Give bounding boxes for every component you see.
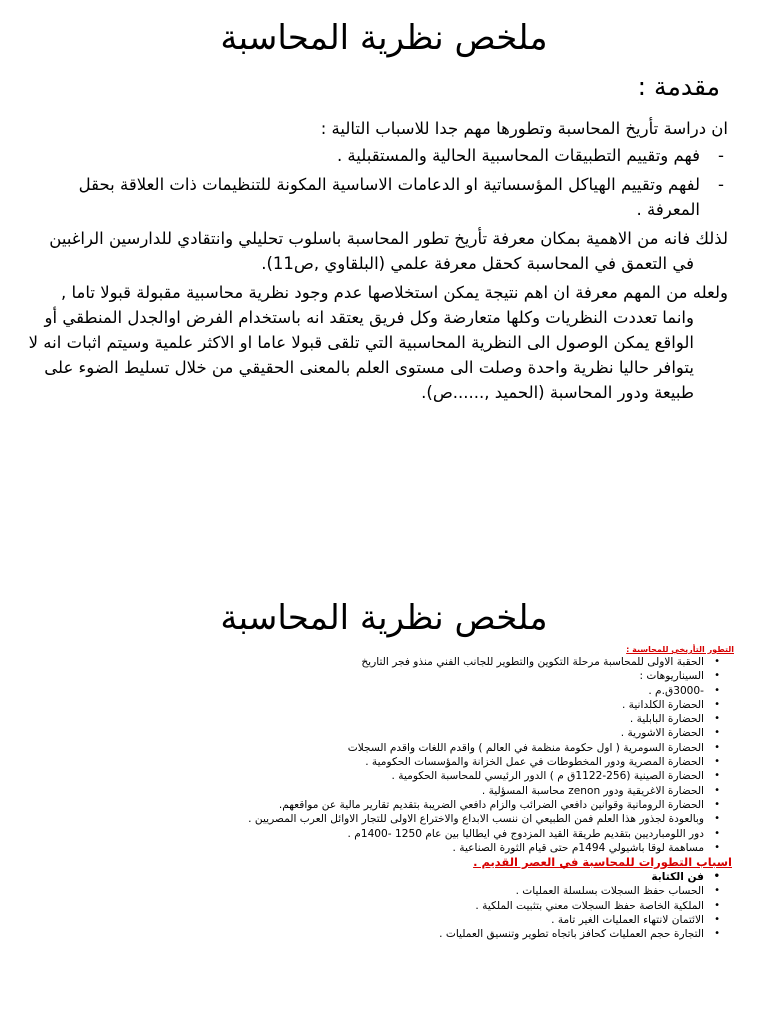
history-heading: التطور التأريخي للمحاسبة :: [626, 645, 734, 654]
list-item: [28, 143, 728, 168]
list-item: [150, 712, 722, 726]
bullet-icon: •: [714, 713, 720, 725]
bullet-icon: •: [714, 827, 720, 839]
list-item-text: دور اللومبارديين بتقديم طريقة القيد المزدوج في ايطاليا بين عام 1250 -1400م .: [347, 827, 704, 840]
list-item: [150, 655, 722, 669]
ancient-causes-heading: اسباب التطورات للمحاسبة في العصر القديم .: [473, 855, 732, 870]
dash-marker: -: [718, 175, 724, 194]
list-item: [150, 755, 722, 769]
list-item: [150, 684, 722, 698]
list-item-text: -3000ق.م .: [648, 684, 704, 697]
list-item: [150, 741, 722, 755]
list-item: [150, 913, 722, 927]
list-item: [28, 172, 728, 222]
paragraph: ولعله من المهم معرفة ان اهم نتيجة يمكن استخلاصها عدم وجود نظرية محاسبية مقبولة قبولا تاما , وانما تعددت النظريات وكلها متعارضة وكل فريق يعتقد انه باستخدام الفرض اوالجدل المنطقي أو الواقع يمكن الوصول الى النظرية المحاسبية التي تلقى قبولا عاما او الاكثر علمية وسيتم اثبات انه لا يتوافر حاليا نظرية واحدة وصلت الى مستوى العلم بالمعنى الحقيقي من خلال تسليط الضوء على طبيعة ودور المحاسبة (الحميد ,......ص).: [28, 283, 728, 402]
bullet-icon: •: [714, 741, 720, 753]
list-item-text: لفهم وتقييم الهياكل المؤسساتية او الدعامات الاساسية المكونة للتنظيمات ذات العلاقة بحقل المعرفة .: [78, 175, 700, 219]
list-item-text: مساهمة لوقا باشيولي 1494م حتى قيام الثورة الصناعية .: [452, 841, 704, 854]
list-item: [150, 899, 722, 913]
list-item: [150, 784, 722, 798]
slide-1-body: [28, 116, 728, 409]
list-item: [150, 769, 722, 783]
list-item-text: الحساب حفظ السجلات بسلسلة العمليات .: [515, 885, 704, 898]
bullet-icon: •: [714, 698, 720, 710]
bullet-icon: •: [713, 871, 720, 883]
list-item-text: الحضارة الاشورية .: [620, 727, 704, 740]
list-item-text: الحضارة الاغريقية ودور zenon محاسبة المسؤلية .: [481, 784, 704, 797]
history-list: [150, 655, 722, 855]
dash-marker: -: [718, 146, 724, 165]
slide-1-title: ملخص نظرية المحاسبة: [220, 18, 548, 58]
ancient-causes-list: [150, 870, 722, 941]
list-item-text: السيناريوهات :: [639, 670, 704, 683]
bullet-icon: •: [714, 784, 720, 796]
bullet-icon: •: [714, 798, 720, 810]
bullet-icon: •: [714, 899, 720, 911]
bullet-icon: •: [714, 928, 720, 940]
paragraph: لذلك فانه من الاهمية بمكان معرفة تأريخ تطور المحاسبة باسلوب تحليلي وانتقادي للدارسين الراغبين في التعمق في المحاسبة كحقل معرفة علمي (البلقاوي ,ص11).: [49, 229, 728, 273]
list-item-text: الحضارة الرومانية وقوانين دافعي الضرائب والزام دافعي الضريبة بتقديم تقارير مالية عن مواقعهم.: [278, 798, 704, 811]
list-item-text: الحضارة الكلدانية .: [621, 698, 704, 711]
bullet-icon: •: [714, 770, 720, 782]
intro-heading: مقدمة :: [637, 72, 720, 101]
intro-line: ان دراسة تأريخ المحاسبة وتطورها مهم جدا للاسباب التالية :: [320, 119, 728, 138]
list-item: [150, 870, 722, 884]
list-item: [150, 698, 722, 712]
list-item-text: وبالعودة لجذور هذا العلم فمن الطبيعي ان ننسب الابداع والاختراع الاولى للتجار الاوائل العرب المصريين .: [248, 813, 704, 826]
list-item: [150, 726, 722, 740]
bullet-icon: •: [714, 813, 720, 825]
list-item-text: الحضارة الصينية (256-1122ق م ) الدور الرئيسي للمحاسبة الحكومية .: [391, 770, 704, 783]
list-item: [150, 841, 722, 855]
list-item: [150, 884, 722, 898]
bullet-icon: •: [714, 914, 720, 926]
list-item: [150, 927, 722, 941]
slide-2-title: ملخص نظرية المحاسبة: [220, 598, 548, 638]
list-item-text: التجارة حجم العمليات كحافز باتجاه تطوير وتنسيق العمليات .: [439, 928, 704, 941]
list-item-text: الحضارة السومرية ( اول حكومة منظمة في العالم ) واقدم اللغات واقدم السجلات: [347, 741, 704, 754]
list-item-text: فن الكتابة: [651, 871, 704, 884]
bullet-icon: •: [714, 670, 720, 682]
bullet-icon: •: [714, 656, 720, 667]
list-item-text: الملكية الخاصة حفظ السجلات معني بتثبيت الملكية .: [475, 899, 704, 912]
list-item-text: الحضارة المصرية ودور المخطوطات في عمل الخزانة والمؤسسات الحكومية .: [365, 756, 704, 769]
bullet-icon: •: [714, 727, 720, 739]
bullet-icon: •: [714, 885, 720, 897]
list-item: [150, 669, 722, 683]
list-item-text: فهم وتقييم التطبيقات المحاسبية الحالية والمستقبلية .: [336, 146, 700, 165]
list-item: [150, 827, 722, 841]
bullet-icon: •: [714, 756, 720, 768]
list-item-text: الحقبة الاولى للمحاسبة مرحلة التكوين والتطوير للجانب الفني منذو فجر التاريخ: [361, 656, 704, 668]
slide-2-body: [150, 644, 734, 942]
bullet-icon: •: [714, 684, 720, 696]
list-item-text: الحضارة البابلية .: [629, 713, 704, 726]
list-item: [150, 812, 722, 826]
list-item-text: الائتمان لانتهاء العمليات الغير تامة .: [551, 914, 704, 927]
bullet-icon: •: [714, 841, 720, 853]
slide-2: [0, 578, 768, 1024]
list-item: [150, 798, 722, 812]
